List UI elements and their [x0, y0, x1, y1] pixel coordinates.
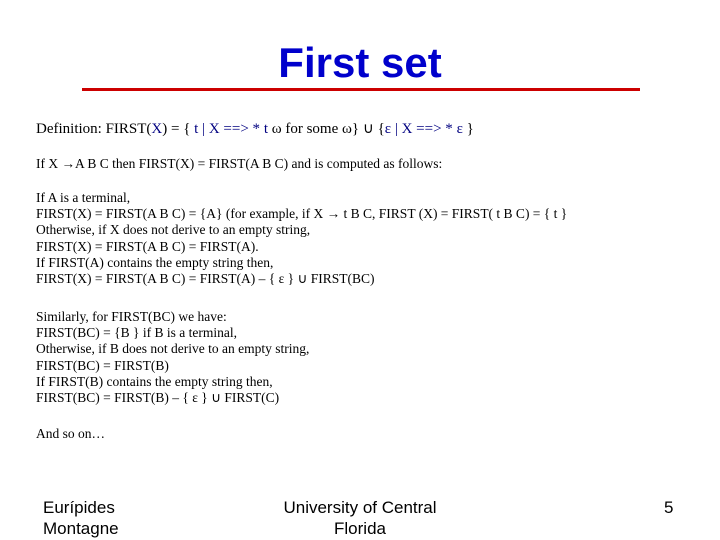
- footer-institution: [260, 497, 460, 539]
- definition-t: t: [194, 121, 199, 137]
- title-underline: [82, 88, 640, 91]
- slide-title: First set: [278, 39, 442, 86]
- definition-eps: ε: [384, 121, 392, 137]
- first-x-block: [36, 190, 567, 287]
- intro-line: If X →A B C then FIRST(X) = FIRST(A B C) and is computed as follows:: [36, 156, 443, 171]
- block1-line: FIRST(X) = FIRST(A B C) = {A} (for example, if X → t B C, FIRST (X) = FIRST( t B C) = { t }: [36, 206, 568, 222]
- block2-line: FIRST(BC) = FIRST(B) – { ε } ∪ FIRST(C): [36, 389, 280, 405]
- footer-author-line1: Eurípides: [43, 498, 115, 517]
- definition-suffix: }: [462, 121, 474, 137]
- block2-line: If FIRST(B) contains the empty string then,: [36, 373, 273, 389]
- block2-line: FIRST(BC) = {B } if B is a terminal,: [36, 325, 237, 341]
- block2-line: FIRST(BC) = FIRST(B): [36, 357, 169, 373]
- definition-mid4: } ∪ {: [351, 121, 385, 137]
- definition-omega2: ω: [342, 121, 352, 137]
- footer-author: [43, 497, 119, 539]
- block2-line: Similarly, for FIRST(BC) we have:: [36, 309, 227, 324]
- block1-line: If A is a terminal,: [36, 190, 131, 205]
- page-number: 5: [664, 498, 674, 517]
- definition-line: [36, 119, 474, 138]
- footer-author-line2: Montagne: [43, 519, 119, 538]
- first-bc-block: [36, 309, 309, 406]
- block1-line: FIRST(X) = FIRST(A B C) = FIRST(A).: [36, 238, 259, 254]
- definition-mid3: for some: [281, 121, 343, 137]
- definition-mid5: | X ==> *: [391, 121, 457, 137]
- definition-mid1: ) = {: [162, 121, 195, 137]
- footer-institution-line1: University of Central: [283, 498, 437, 517]
- block1-line: If FIRST(A) contains the empty string then,: [36, 254, 274, 270]
- and-so-on-text: And so on…: [36, 426, 106, 441]
- block1-line: Otherwise, if X does not derive to an empty string,: [36, 222, 311, 238]
- definition-omega1: ω: [267, 121, 282, 137]
- definition-t2: t: [263, 121, 268, 137]
- footer-institution-line2: Florida: [334, 519, 386, 538]
- definition-x: X: [151, 121, 163, 137]
- block1-line: FIRST(X) = FIRST(A B C) = FIRST(A) – { ε } ∪ FIRST(BC): [36, 270, 375, 286]
- definition-mid2: | X ==> *: [198, 121, 264, 137]
- block2-line: Otherwise, if B does not derive to an empty string,: [36, 341, 310, 357]
- definition-prefix: Definition: FIRST(: [36, 121, 152, 137]
- definition-eps2: ε: [456, 121, 463, 137]
